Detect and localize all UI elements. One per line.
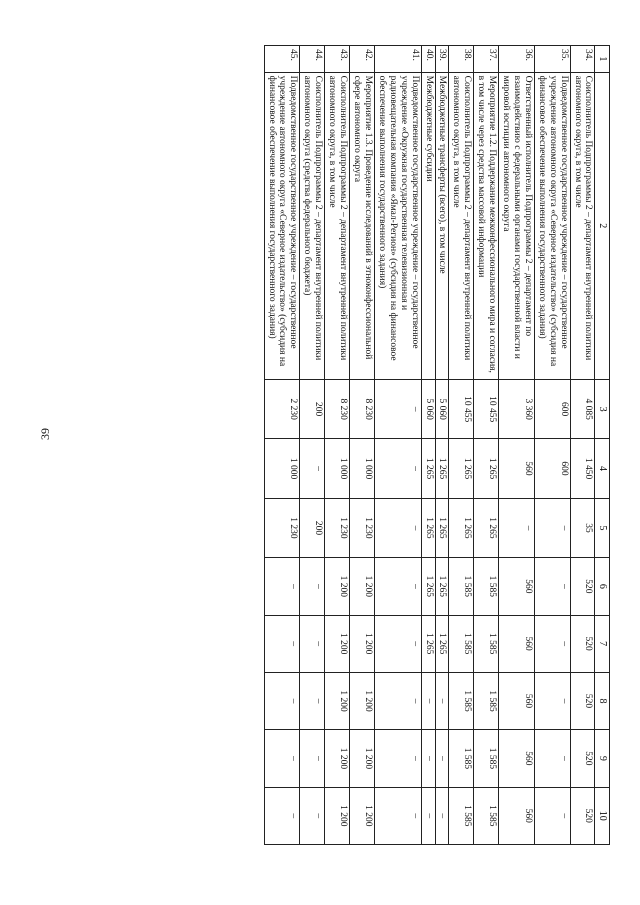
row-number: 39. [435, 46, 449, 73]
row-value: 560 [499, 439, 535, 498]
row-value: 1 265 [421, 558, 435, 615]
row-description: Соисполнитель Подпрограммы 2 – департамент внутренней политики автономного округа, в том числе [570, 72, 595, 379]
rotated-table-sheet [40, 45, 610, 845]
table-row [534, 46, 570, 845]
column-header: 8 [595, 672, 610, 729]
row-value: 8 230 [350, 379, 375, 438]
row-value: – [374, 730, 421, 787]
row-value: 1 265 [435, 498, 449, 557]
row-value: – [374, 672, 421, 729]
row-value: 1 265 [435, 439, 449, 498]
row-value: 1 200 [350, 672, 375, 729]
row-value: – [264, 672, 300, 729]
row-value: – [264, 558, 300, 615]
row-value: – [300, 439, 325, 498]
column-header: 3 [595, 379, 610, 438]
column-header: 10 [595, 787, 610, 844]
row-value: 1 585 [474, 672, 499, 729]
row-value: 1 265 [421, 439, 435, 498]
table-row [300, 46, 325, 845]
row-value: 8 230 [325, 379, 350, 438]
row-description: Соисполнитель Подпрограммы 2 – департамент внутренней политики автономного округа (средства федерального бюджета) [300, 72, 325, 379]
row-number: 41. [374, 46, 421, 73]
row-value: 1 200 [325, 615, 350, 672]
row-value: 1 000 [350, 439, 375, 498]
row-value: 1 265 [435, 615, 449, 672]
row-value: 1 200 [325, 672, 350, 729]
row-value: 1 200 [350, 730, 375, 787]
table-body [264, 46, 595, 845]
row-value: 1 585 [449, 558, 474, 615]
row-value: 1 585 [474, 787, 499, 844]
row-number: 44. [300, 46, 325, 73]
row-value: – [435, 730, 449, 787]
row-description: Мероприятие 1.3. Проведение исследований в этноконфессиональной сфере автономного округа [350, 72, 375, 379]
row-value: – [534, 672, 570, 729]
row-value: 1 265 [474, 439, 499, 498]
column-header: 1 [595, 46, 610, 73]
table-row [499, 46, 535, 845]
row-description: Подведомственное государственное учреждение – государственное учреждение автономного округа «Северное издательство» (субсидия на финансовое обеспечение выполнения государственного задания) [264, 72, 300, 379]
row-value: 560 [499, 672, 535, 729]
column-header: 9 [595, 730, 610, 787]
row-value: 1 265 [421, 498, 435, 557]
row-value: 35 [570, 498, 595, 557]
row-value: – [421, 730, 435, 787]
row-value: 3 360 [499, 379, 535, 438]
row-description: Ответственный исполнитель Подпрограммы 2 – департамент по взаимодействию с федеральными органами государственной власти и мировой юстиции автономного округа [499, 72, 535, 379]
row-value: 560 [499, 730, 535, 787]
row-value: 1 585 [474, 558, 499, 615]
row-value: 1 265 [449, 498, 474, 557]
column-header: 5 [595, 498, 610, 557]
row-value: – [534, 787, 570, 844]
row-value: – [300, 615, 325, 672]
row-value: 520 [570, 787, 595, 844]
row-value: 1 200 [350, 787, 375, 844]
table-row [264, 46, 300, 845]
row-value: – [435, 787, 449, 844]
row-value: 600 [534, 439, 570, 498]
row-value: – [264, 787, 300, 844]
row-number: 45. [264, 46, 300, 73]
row-description: Мероприятие 1.2. Поддержание межконфессионального мира и согласия, в том числе через средства массовой информации [474, 72, 499, 379]
row-value: 5 060 [421, 379, 435, 438]
row-value: – [300, 672, 325, 729]
row-value: – [374, 379, 421, 438]
row-value: – [374, 615, 421, 672]
table-row [449, 46, 474, 845]
row-value: 1 000 [264, 439, 300, 498]
row-description: Подведомственное государственное учреждение – государственное учреждение «Окружная государственная телевизионная и радиовещательная компания «Ямал-Регион» (субсидия на финансовое обеспечение выполнения государственного задания) [374, 72, 421, 379]
table-row [474, 46, 499, 845]
row-value: 200 [300, 498, 325, 557]
row-value: 5 060 [435, 379, 449, 438]
row-value: 1 265 [421, 615, 435, 672]
column-header: 6 [595, 558, 610, 615]
row-description: Соисполнитель Подпрограммы 2 – департамент внутренней политики автономного округа, в том числе [449, 72, 474, 379]
row-value: 1 230 [325, 498, 350, 557]
table-row [435, 46, 449, 845]
table-row [421, 46, 435, 845]
column-header: 2 [595, 72, 610, 379]
row-description: Соисполнитель Подпрограммы 2 – департамент внутренней политики автономного округа, в том числе [325, 72, 350, 379]
row-description: Межбюджетные трансферты (всего), в том числе [435, 72, 449, 379]
row-value: – [374, 498, 421, 557]
row-value: 1 200 [350, 615, 375, 672]
table-row [374, 46, 421, 845]
row-value: 1 200 [325, 787, 350, 844]
row-number: 43. [325, 46, 350, 73]
row-description: Подведомственное государственное учреждение – государственное учреждение автономного округа «Северное издательство» (субсидия на финансовое обеспечение выполнения государственного задания) [534, 72, 570, 379]
row-value: – [374, 787, 421, 844]
row-value: 1 585 [449, 730, 474, 787]
row-value: 1 585 [449, 672, 474, 729]
row-value: – [264, 615, 300, 672]
row-value: 10 455 [449, 379, 474, 438]
row-value: 520 [570, 615, 595, 672]
row-value: – [534, 730, 570, 787]
row-number: 40. [421, 46, 435, 73]
budget-table [264, 45, 610, 845]
row-description: Межбюджетные субсидии [421, 72, 435, 379]
row-value: 1 230 [350, 498, 375, 557]
row-value: – [534, 558, 570, 615]
column-header: 7 [595, 615, 610, 672]
row-value: 1 265 [435, 558, 449, 615]
row-value: – [374, 439, 421, 498]
row-value: 560 [499, 787, 535, 844]
row-value: 1 585 [474, 615, 499, 672]
table-row [325, 46, 350, 845]
row-value: 2 230 [264, 379, 300, 438]
page-number: 39 [38, 428, 52, 440]
row-value: – [264, 730, 300, 787]
row-value: – [374, 558, 421, 615]
row-value: 560 [499, 558, 535, 615]
row-value: – [421, 672, 435, 729]
row-value: 200 [300, 379, 325, 438]
row-value: 1 265 [474, 498, 499, 557]
row-value: 1 585 [474, 730, 499, 787]
row-value: 520 [570, 730, 595, 787]
row-value: 520 [570, 558, 595, 615]
row-value: 1 585 [449, 615, 474, 672]
row-value: – [300, 558, 325, 615]
row-value: 1 585 [449, 787, 474, 844]
row-value: 1 230 [264, 498, 300, 557]
row-number: 42. [350, 46, 375, 73]
row-number: 35. [534, 46, 570, 73]
row-value: 1 200 [325, 730, 350, 787]
column-header: 4 [595, 439, 610, 498]
row-value: 520 [570, 672, 595, 729]
row-value: – [421, 787, 435, 844]
row-value: 4 085 [570, 379, 595, 438]
header-row [595, 46, 610, 845]
row-value: 1 200 [350, 558, 375, 615]
row-value: 600 [534, 379, 570, 438]
row-number: 37. [474, 46, 499, 73]
row-value: 1 000 [325, 439, 350, 498]
table-row [570, 46, 595, 845]
row-value: 560 [499, 615, 535, 672]
row-value: – [534, 615, 570, 672]
row-value: – [300, 787, 325, 844]
row-number: 38. [449, 46, 474, 73]
row-value: 1 200 [325, 558, 350, 615]
row-number: 36. [499, 46, 535, 73]
row-value: – [534, 498, 570, 557]
row-value: – [435, 672, 449, 729]
table-row [350, 46, 375, 845]
row-value: – [300, 730, 325, 787]
row-number: 34. [570, 46, 595, 73]
row-value: 1 450 [570, 439, 595, 498]
row-value: 1 265 [449, 439, 474, 498]
row-value: – [499, 498, 535, 557]
row-value: 10 455 [474, 379, 499, 438]
